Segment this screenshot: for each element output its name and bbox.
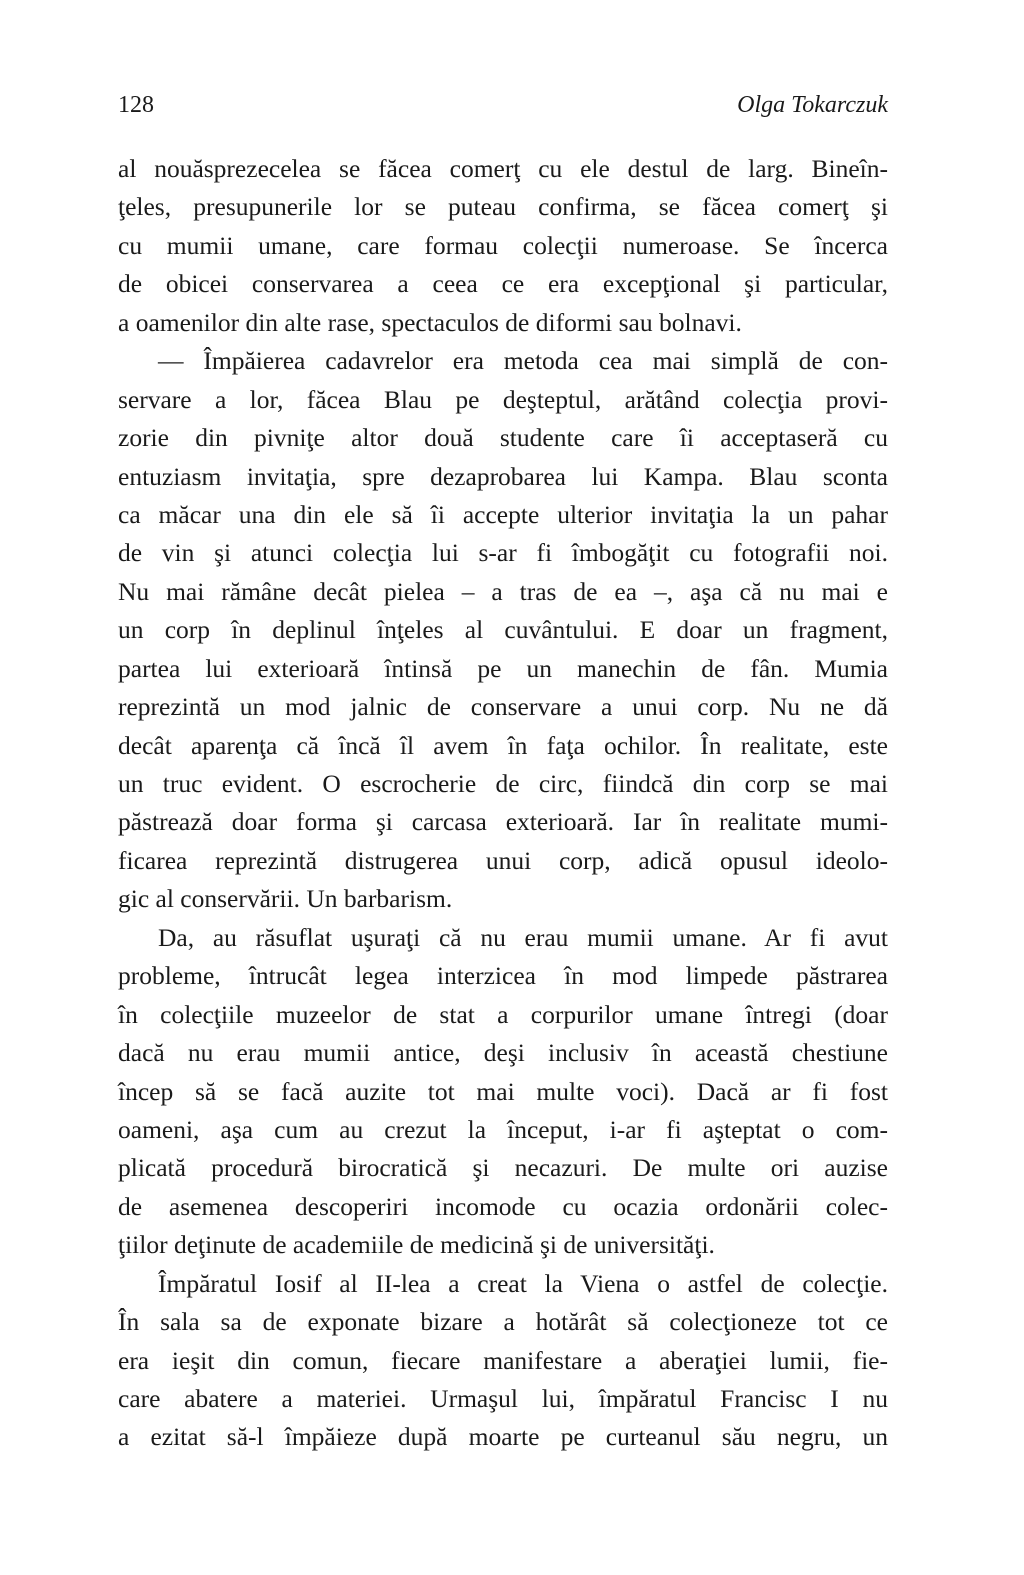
text-line: ţiilor deţinute de academiile de medicină şi de universităţi. [118,1230,715,1260]
text-line: probleme, întrucât legea interzicea în mod limpede păstrarea [118,961,888,991]
text-line: un truc evident. O escrocherie de circ, fiindcă din corp se mai [118,769,888,798]
text-line: de obicei conservarea a ceea ce era excepţional şi particular, [118,269,888,299]
text-line: de vin şi atunci colecţia lui s-ar fi îmbogăţit cu fotografii noi. [118,538,888,568]
text-line: ficarea reprezintă distrugerea unui corp, adică opusul ideolo- [118,845,888,875]
body-text [118,150,888,1457]
text-line: a oamenilor din alte rase, spectaculos de diformi sau bolnavi. [118,307,742,337]
text-line: ca măcar una din ele să îi accepte ulterior invitaţia la un pahar [118,499,888,529]
text-line: ţeles, presupunerile lor se puteau confirma, se făcea comerţ şi [118,192,888,222]
text-line: — Împăierea cadavrelor era metoda cea mai simplă de con- [158,346,888,376]
text-line: reprezintă un mod jalnic de conservare a unui corp. Nu ne dă [118,692,888,722]
text-line: servare a lor, făcea Blau pe deşteptul, arătând colecţia provi- [118,384,888,414]
paragraph [118,342,888,919]
text-line: încep să se facă auzite tot mai multe voci). Dacă ar fi fost [118,1076,888,1106]
running-head-author: Olga Tokarczuk [737,92,888,118]
text-line: care abatere a materiei. Urmaşul lui, împăratul Francisc I nu [118,1384,888,1413]
text-line: Da, au răsuflat uşuraţi că nu erau mumii umane. Ar fi avut [158,922,888,952]
text-line: în colecţiile muzeelor de stat a corpurilor umane întregi (doar [118,999,888,1029]
text-line: dacă nu erau mumii antice, deşi inclusiv în această chestiune [118,1038,888,1068]
text-line: a ezitat să-l împăieze după moarte pe curteanul său negru, un [118,1422,888,1452]
text-line: era ieşit din comun, fiecare manifestare a aberaţiei lumii, fie- [118,1345,888,1375]
paragraph [118,919,888,1265]
text-line: partea lui exterioară întinsă pe un manechin de fân. Mumia [118,653,888,683]
text-line: al nouăsprezecelea se făcea comerţ cu ele destul de larg. Bineîn- [118,154,888,183]
text-line: păstrează doar forma şi carcasa exterioară. Iar în realitate mumi- [118,807,888,837]
paragraph [118,1265,888,1457]
page-number: 128 [118,92,154,118]
text-line: plicată procedură birocratică şi necazuri. De multe ori auzise [118,1153,888,1183]
text-line: entuziasm invitaţia, spre dezaprobarea lui Kampa. Blau sconta [118,461,888,491]
text-line: de asemenea descoperiri incomode cu ocazia ordonării colec- [118,1191,888,1221]
paragraph [118,150,888,342]
text-line: un corp în deplinul înţeles al cuvântului. E doar un fragment, [118,615,888,645]
text-line: Nu mai rămâne decât pielea – a tras de ea –, aşa că nu mai e [118,576,888,606]
text-line: gic al conservării. Un barbarism. [118,884,453,914]
text-line: zorie din pivniţe altor două studente care îi acceptaseră cu [118,423,888,453]
text-line: cu mumii umane, care formau colecţii numeroase. Se încerca [118,230,888,260]
text-line: În sala sa de exponate bizare a hotărât să colecţioneze tot ce [118,1307,888,1337]
text-line: Împăratul Iosif al II-lea a creat la Viena o astfel de colecţie. [158,1268,888,1298]
text-line: oameni, aşa cum au crezut la început, i-ar fi aşteptat o com- [118,1114,888,1144]
text-line: decât aparenţa că încă îl avem în faţa ochilor. În realitate, este [118,730,888,760]
